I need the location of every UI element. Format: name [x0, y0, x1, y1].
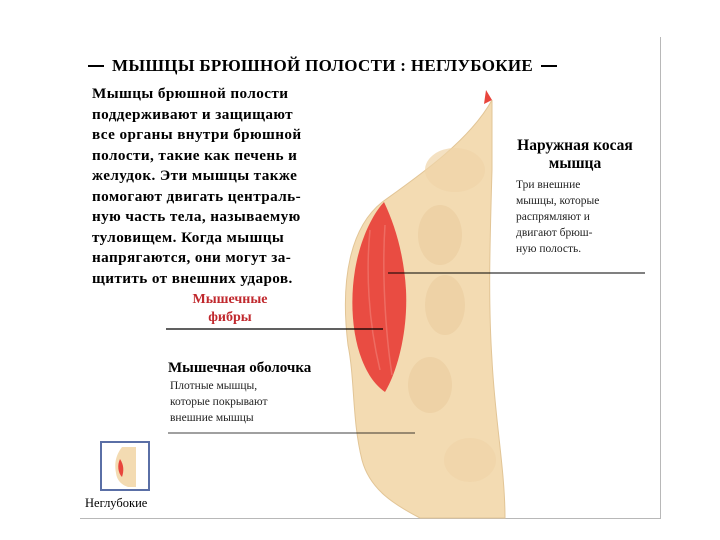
intro-line: все органы внутри брюшной	[92, 126, 302, 143]
intro-line: желудок. Эти мышцы также	[92, 167, 298, 184]
intro-line: напрягаются, они могут за-	[92, 249, 292, 266]
external-oblique-title	[500, 137, 650, 173]
external-oblique-title-line: Наружная косая	[517, 137, 633, 154]
thumbnail-torso-icon	[102, 443, 148, 489]
intro-line: ную часть тела, называемую	[92, 208, 301, 225]
intro-line: щитить от внешних ударов.	[92, 269, 293, 287]
muscle-sheath-description	[170, 378, 268, 426]
muscle-sheath-desc-line: которые покрывают	[170, 396, 268, 408]
muscle-sheath-desc-line: внешние мышцы	[170, 412, 254, 424]
page-title: МЫШЦЫ БРЮШНОЙ ПОЛОСТИ : НЕГЛУБОКИЕ	[112, 56, 534, 75]
external-oblique-desc-line: ную полость.	[516, 243, 582, 255]
muscle-fibers-label-line: Мышечные	[192, 292, 268, 307]
muscle-fibers-label-line: фибры	[208, 310, 252, 325]
external-oblique-desc-line: двигают брюш-	[516, 227, 593, 239]
intro-line: полости, такие как печень и	[92, 146, 298, 164]
title-row	[88, 55, 653, 77]
external-oblique-title-line: мышца	[548, 155, 602, 172]
title-dash-right	[541, 65, 557, 67]
external-oblique-desc-line: мышцы, которые	[516, 195, 600, 207]
intro-line: помогают двигать централь-	[92, 187, 302, 205]
intro-line: туловищем. Когда мышцы	[92, 228, 285, 246]
intro-line: Мышцы брюшной полости	[92, 85, 289, 102]
title-dash-left	[88, 65, 104, 67]
intro-line: поддерживают и защищают	[92, 105, 293, 123]
external-oblique-desc-line: Три внешние	[516, 179, 581, 191]
external-oblique-description	[516, 177, 656, 257]
muscle-sheath-title: Мышечная оболочка	[168, 360, 312, 376]
thumbnail-superficial[interactable]	[100, 441, 150, 491]
thumbnail-label: Неглубокие	[85, 496, 148, 510]
intro-text	[92, 84, 357, 289]
external-oblique-desc-line: распрямляют и	[516, 211, 590, 223]
muscle-fibers-label	[170, 291, 290, 327]
muscle-sheath-desc-line: Плотные мышцы,	[170, 380, 258, 392]
